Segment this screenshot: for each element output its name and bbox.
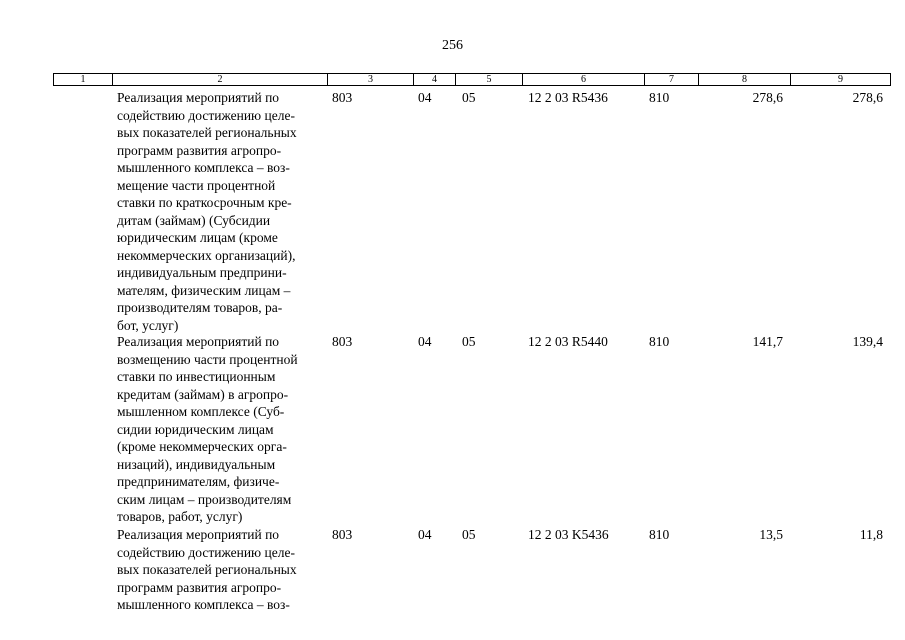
name-line: содействию достижению целе-: [117, 107, 295, 123]
name-line: дитам (займам) (Субсидии: [117, 212, 271, 228]
amount-executed: 139,4: [852, 334, 883, 349]
subsection-code: 05: [462, 90, 476, 105]
row-name-cell: [117, 333, 298, 526]
name-line: мышленного комплекса – воз-: [117, 160, 290, 175]
expense-type-code: 810: [649, 527, 670, 542]
name-line: Реализация мероприятий по: [117, 527, 280, 542]
name-line: товаров, работ, услуг): [117, 509, 243, 524]
name-line: мышленного комплекса – воз-: [117, 597, 290, 612]
name-line: бот, услуг): [117, 317, 179, 333]
name-line: ставки по инвестиционным: [117, 369, 276, 384]
page-number: 256: [442, 38, 463, 53]
row-name-cell: [117, 89, 297, 334]
name-line: предпринимателям, физиче-: [117, 474, 280, 489]
target-article-code: 12 2 03 R5440: [528, 334, 608, 349]
amount-planned: 13,5: [759, 527, 783, 542]
expense-type-code: 810: [649, 334, 670, 349]
name-line: программ развития агропро-: [117, 142, 282, 158]
name-line: вых показателей региональных: [117, 562, 297, 577]
header-col-3: 3: [327, 74, 413, 85]
header-col-6: 6: [522, 74, 644, 85]
name-line: (кроме некоммерческих орга-: [117, 439, 287, 454]
name-line: вых показателей региональных: [117, 125, 297, 140]
ministry-code: 803: [332, 90, 353, 105]
name-line: мещение части процентной: [117, 177, 276, 193]
name-line: производителям товаров, ра-: [117, 300, 283, 315]
name-line: Реализация мероприятий по: [117, 334, 280, 349]
header-col-2: 2: [112, 74, 327, 85]
amount-planned: 278,6: [752, 90, 783, 105]
name-line: юридическим лицам (кроме: [117, 230, 278, 245]
section-code: 04: [418, 527, 432, 542]
ministry-code: 803: [332, 527, 353, 542]
subsection-code: 05: [462, 527, 476, 542]
name-line: сидии юридическим лицам: [117, 421, 274, 437]
subsection-code: 05: [462, 334, 476, 349]
name-line: содействию достижению целе-: [117, 544, 295, 560]
name-line: кредитам (займам) в агропро-: [117, 386, 289, 402]
table-header: [53, 73, 891, 86]
name-line: программ развития агропро-: [117, 579, 282, 595]
name-line: ставки по краткосрочным кре-: [117, 195, 292, 210]
header-col-4: 4: [413, 74, 455, 85]
name-line: мателям, физическим лицам –: [117, 282, 291, 298]
expense-type-code: 810: [649, 90, 670, 105]
target-article-code: 12 2 03 K5436: [528, 527, 609, 542]
name-line: ским лицам – производителям: [117, 491, 292, 507]
amount-planned: 141,7: [752, 334, 783, 349]
name-line: низаций), индивидуальным: [117, 456, 276, 472]
name-line: возмещению части процентной: [117, 351, 298, 367]
target-article-code: 12 2 03 R5436: [528, 90, 608, 105]
ministry-code: 803: [332, 334, 353, 349]
header-col-7: 7: [644, 74, 698, 85]
amount-executed: 11,8: [859, 527, 883, 542]
name-line: индивидуальным предприни-: [117, 265, 287, 280]
header-col-1: 1: [80, 74, 86, 85]
header-col-9: 9: [790, 74, 890, 85]
name-line: Реализация мероприятий по: [117, 90, 280, 105]
header-col-8: 8: [698, 74, 790, 85]
name-line: некоммерческих организаций),: [117, 247, 296, 263]
section-code: 04: [418, 334, 432, 349]
section-code: 04: [418, 90, 432, 105]
name-line: мышленном комплексе (Суб-: [117, 404, 285, 419]
header-col-5: 5: [455, 74, 522, 85]
row-name-cell: [117, 526, 297, 614]
amount-executed: 278,6: [852, 90, 883, 105]
